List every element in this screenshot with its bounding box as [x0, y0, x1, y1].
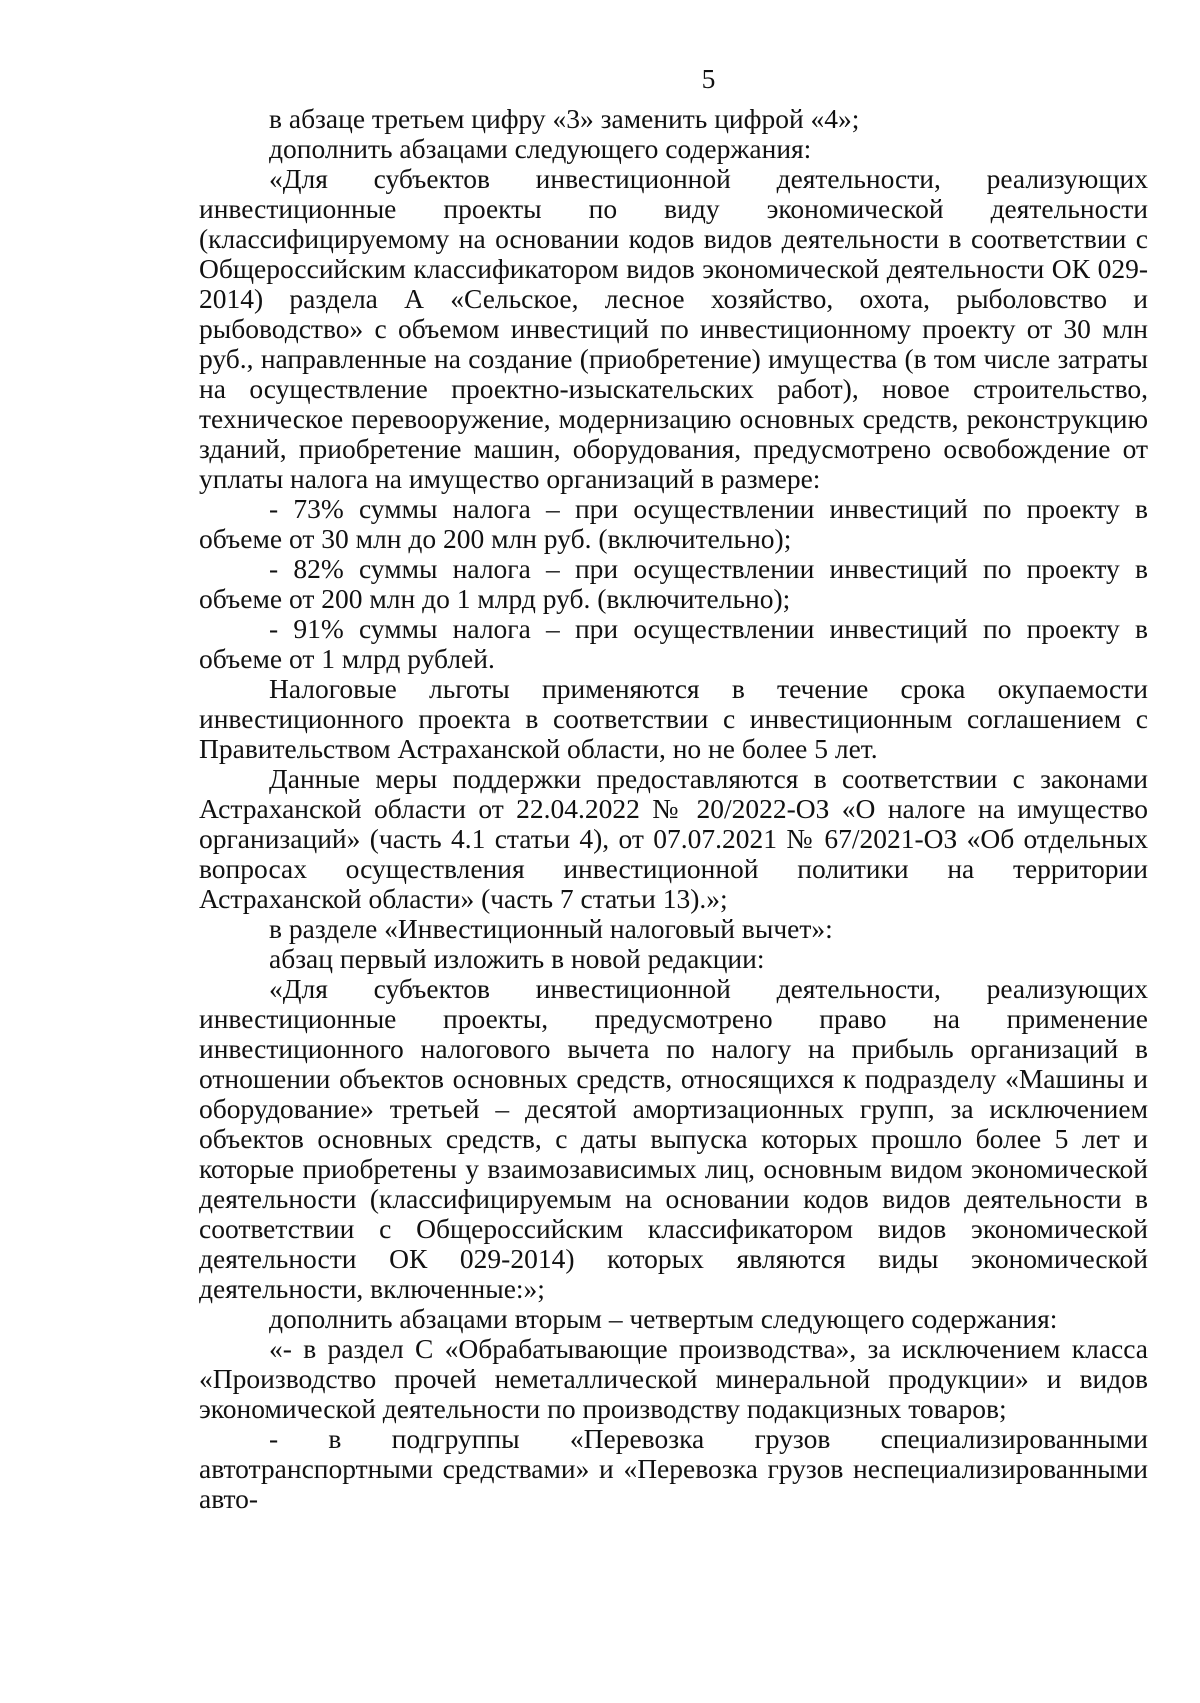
paragraph-section-investment-deduction: в разделе «Инвестиционный налоговый вычет»:	[269, 913, 833, 944]
list-item-91-percent: - 91% суммы налога – при осуществлении инвестиций по проекту в объеме от 1 млрд рублей.	[199, 613, 1148, 674]
paragraph-amend-digit: в абзаце третьем цифру «3» заменить цифрой «4»;	[269, 103, 860, 134]
paragraph-payback-period: Налоговые льготы применяются в течение срока окупаемости инвестиционного проекта в соответствии с инвестиционным соглашением с Правительством Астраханской области, но не более 5 лет.	[199, 673, 1148, 764]
list-item-73-percent: - 73% суммы налога – при осуществлении инвестиций по проекту в объеме от 30 млн до 200 млн руб. (включительно);	[199, 493, 1148, 554]
page-number: 5	[701, 63, 716, 94]
paragraph-investment-deduction-right: «Для субъектов инвестиционной деятельности, реализующих инвестиционные проекты, предусмотрено право на применение инвестиционного налогового вычета по налогу на прибыль организаций в отношении объектов основных средств, относящихся к подразделу «Машины и оборудование» третьей – десятой амортизационных групп, за исключением объектов основных средств, с даты выпуска которых прошло более 5 лет и которые приобретены у взаимозависимых лиц, основным видом экономической деятельности (классифицируемым на основании кодов видов деятельности в соответствии с Общероссийским классификатором видов экономической деятельности ОК 029-2014) которых являются виды экономической деятельности, включенные:»;	[199, 973, 1148, 1304]
paragraph-add-intro: дополнить абзацами следующего содержания:	[269, 133, 812, 164]
list-item-82-percent: - 82% суммы налога – при осуществлении инвестиций по проекту в объеме от 200 млн до 1 млрд руб. (включительно);	[199, 553, 1148, 614]
paragraph-new-edition-intro: абзац первый изложить в новой редакции:	[269, 943, 765, 974]
paragraph-legal-basis: Данные меры поддержки предоставляются в соответствии с законами Астраханской области от 22.04.2022 № 20/2022-ОЗ «О налоге на имущество организаций» (часть 4.1 статьи 4), от 07.07.2021 № 67/2021-ОЗ «Об отдельных вопросах осуществления инвестиционной политики на территории Астраханской области» (часть 7 статьи 13).»;	[199, 763, 1148, 914]
list-item-section-c: «- в раздел С «Обрабатывающие производства», за исключением класса «Производство прочей неметаллической минеральной продукции» и видов экономической деятельности по производству подакцизных товаров;	[199, 1333, 1148, 1424]
paragraph-add-second-fourth: дополнить абзацами вторым – четвертым следующего содержания:	[269, 1303, 1058, 1334]
list-item-cargo-transport: - в подгруппы «Перевозка грузов специализированными автотранспортными средствами» и «Перевозка грузов неспециализированными авто-	[199, 1423, 1148, 1514]
paragraph-property-tax-exemption: «Для субъектов инвестиционной деятельности, реализующих инвестиционные проекты по виду экономической деятельности (классифицируемому на основании кодов видов деятельности в соответствии с Общероссийским классификатором видов экономической деятельности ОК 029-2014) раздела А «Сельское, лесное хозяйство, охота, рыболовство и рыбоводство» с объемом инвестиций по инвестиционному проекту от 30 млн руб., направленные на создание (приобретение) имущества (в том числе затраты на осуществление проектно-изыскательских работ), новое строительство, техническое перевооружение, модернизацию основных средств, реконструкцию зданий, приобретение машин, оборудования, предусмотрено освобождение от уплаты налога на имущество организаций в размере:	[199, 163, 1148, 494]
